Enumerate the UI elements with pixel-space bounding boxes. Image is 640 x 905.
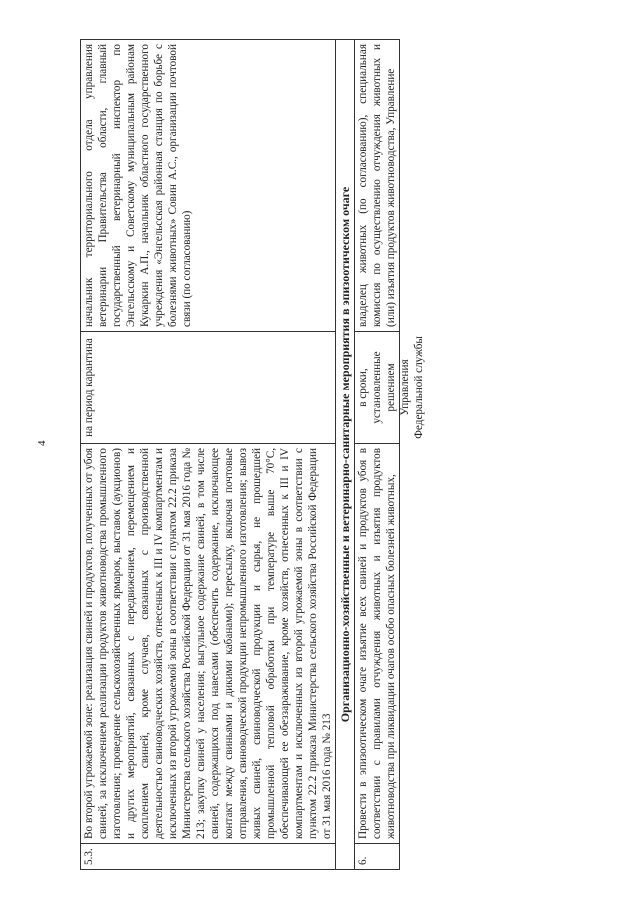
document-sheet: [80, 40, 600, 870]
term-text: на период карантина: [81, 332, 336, 444]
section-heading: Организационно-хозяйственные и ветеринарно-санитарные мероприятия в эпизоотическом очаге: [336, 40, 355, 870]
responsible-text: владелец животных (по согласованию), специальная комиссия по осуществлению отчуждения животных и (или) изъятия продуктов животноводства, Управление: [357, 44, 397, 327]
page-number: 4: [36, 440, 48, 446]
table-row: [355, 40, 400, 870]
responsible-text: начальник территориального отдела управления ветеринарии Правительства области, главный государственный ветеринарный инспектор по Энгельсскому и Советскому муниципальным районам Кукаркин А.П., начальник областного государственного учреждения «Энгельсская районная станция по борьбе с болезнями животных» Совин А.С., организации почтовой связи (по согласованию): [81, 40, 336, 332]
row-number: 6.: [357, 856, 369, 865]
row-number: 5.3.: [81, 844, 336, 870]
measure-text: Во второй угрожаемой зоне: реализация свиней и продуктов, полученных от убоя свиней, за исключением реализации продуктов животноводства промышленного изготовления; проведение сельскохозяйственных ярмарок, выставок (аукционов) и других мероприятий, связанных с передвижением, перемещением и скоплением свиней, кроме случаев, связанных с производственной деятельностью свиноводческих хозяйств, отнесенных к III и IV компартментам и исключенных из второй угрожаемой зоны в соответствии с пунктом 22.2 приказа Министерства сельского хозяйства Российской Федерации от 31 мая 2016 года № 213; закупку свиней у населения; выгульное содержание свиней, в том числе свиней, содержащихся под навесами (обеспечить содержание, исключающее контакт между свиньями и дикими кабанами); пересылку, включая почтовые отправления, свиноводческой продукции непромышленного изготовления; вывоз живых свиней, свиноводческой продукции и сырья, не прошедшей промышленной тепловой обработки при температуре выше 70°С, обеспечивающей ее обеззараживание, кроме хозяйств, отнесенных к III и IV компартментам и исключенных из второй угрожаемой зоны в соответствии с пунктом 22.2 приказа Министерства сельского хозяйства Российской Федерации от 31 мая 2016 года № 213: [81, 444, 336, 844]
measures-table: [80, 39, 425, 870]
measure-text: Провести в эпизоотическом очаге изъятие всех свиней и продуктов убоя в соответствии с правилами отчуждения животных и изъятия продуктов животноводства при ликвидации очагов особо опасных болезней животных,: [357, 448, 397, 839]
term-text: в сроки, установленные решением Управления Федеральной службы: [357, 336, 425, 439]
section-row: [336, 40, 355, 870]
table-row: [81, 40, 336, 870]
